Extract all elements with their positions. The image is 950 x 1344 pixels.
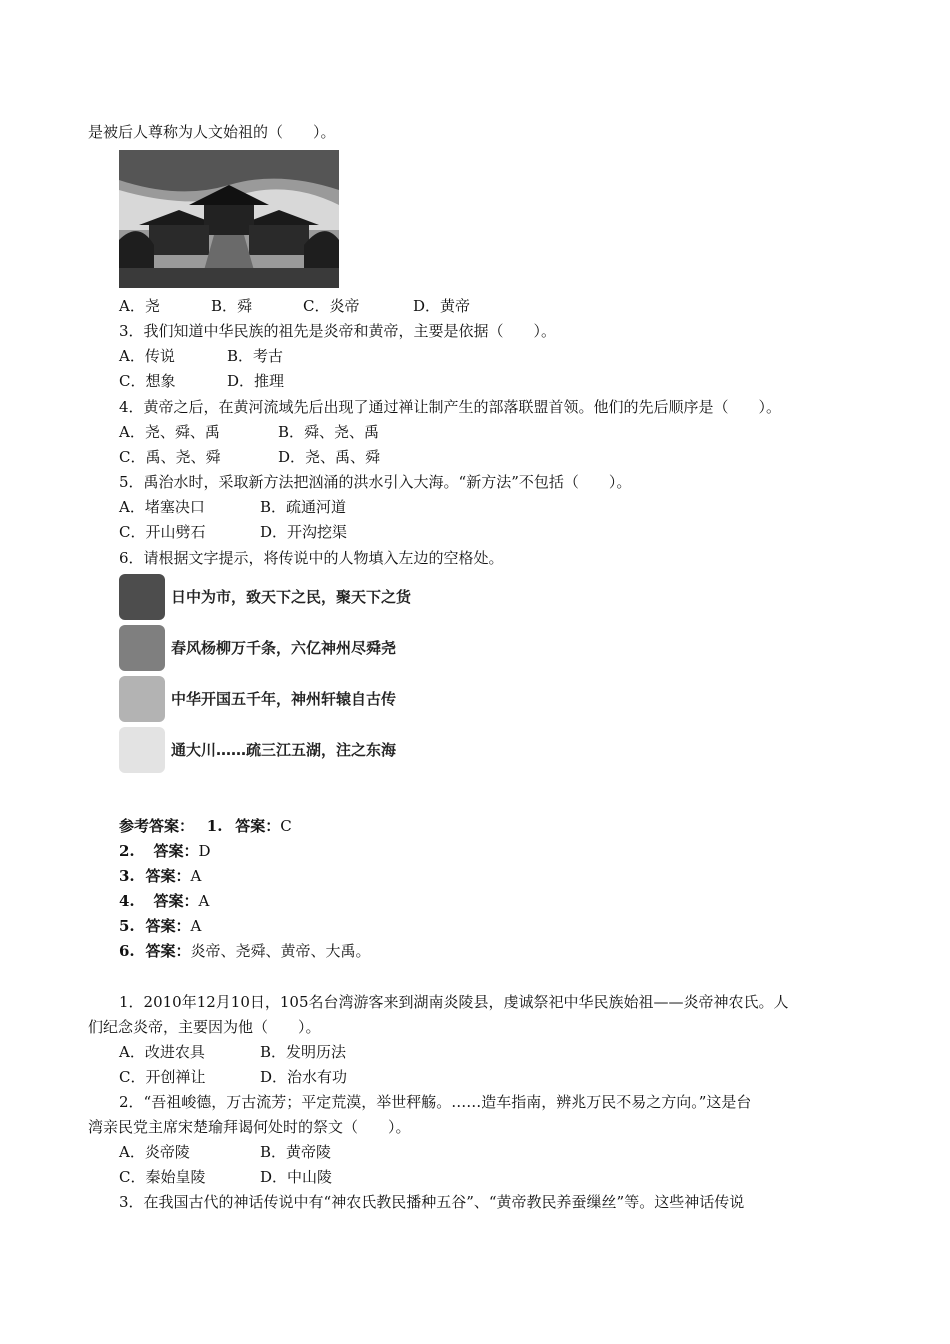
answer-label-4: 答案： — [153, 892, 199, 910]
answer-value-4: A — [198, 892, 210, 910]
p2-q1-option-a: A．改进农具 — [119, 1043, 205, 1061]
p2-q2-option-d: D．中山陵 — [260, 1168, 333, 1186]
p2-q2-option-a: A．炎帝陵 — [119, 1143, 190, 1161]
p2-q1-option-c: C．开创禅让 — [119, 1068, 206, 1086]
q5-option-b: B．疏通河道 — [260, 498, 347, 516]
q2-option-b: B．舜 — [211, 297, 253, 315]
q4-option-c: C．禹、尧、舜 — [119, 448, 221, 466]
answer-num-6: 6. — [119, 942, 135, 960]
q2-option-c: C．炎帝 — [303, 297, 360, 315]
answer-value-3: A — [190, 867, 202, 885]
p2-q2-line2: 湾亲民党主席宋楚瑜拜谒何处时的祭文（ ）。 — [88, 1118, 411, 1136]
answer-num-4: 4. — [119, 892, 135, 910]
pavilion-photo — [119, 150, 339, 288]
q2-option-a: A．尧 — [119, 297, 160, 315]
answer-line-5 — [119, 916, 201, 936]
answer-value-5: A — [190, 917, 202, 935]
q4-stem: 4．黄帝之后，在黄河流域先后出现了通过禅让制产生的部落联盟首领。他们的先后顺序是（ ）。 — [119, 398, 782, 416]
q3-option-d: D．推理 — [227, 372, 285, 390]
answer-num-1: 1. — [206, 817, 223, 835]
answer-blank-box-1 — [119, 574, 165, 620]
p2-q2-line1: 2．“吾祖峻德，万古流芳；平定荒漠，举世秤觞。……造车指南，辨兆万民不易之方向。”这是台 — [119, 1093, 752, 1111]
q5-stem: 5．禹治水时，采取新方法把汹涌的洪水引入大海。“新方法”不包括（ ）。 — [119, 473, 632, 491]
answer-line-1 — [119, 816, 292, 836]
p2-q1-line1: 1．2010年12月10日，105名台湾游客来到湖南炎陵县，虔诚祭祀中华民族始祖——炎帝神农氏。人 — [119, 993, 789, 1011]
clue-text-3: 中华开国五千年，神州轩辕自古传 — [171, 690, 397, 708]
answer-num-5: 5. — [119, 917, 135, 935]
q6-stem: 6．请根据文字提示，将传说中的人物填入左边的空格处。 — [119, 549, 504, 567]
q4-option-b: B．舜、尧、禹 — [278, 423, 380, 441]
p2-q2-option-b: B．黄帝陵 — [260, 1143, 332, 1161]
clue-text-4: 通大川……疏三江五湖，注之东海 — [171, 741, 397, 759]
q3-option-c: C．想象 — [119, 372, 176, 390]
answer-value-6: 炎帝、尧舜、黄帝、大禹。 — [190, 942, 371, 960]
clue-text-1: 日中为市，致天下之民，聚天下之货 — [171, 588, 412, 606]
q4-option-a: A．尧、舜、禹 — [119, 423, 220, 441]
q5-option-a: A．堵塞决口 — [119, 498, 205, 516]
clue-text-2: 春风杨柳万千条，六亿神州尽舜尧 — [171, 639, 397, 657]
q3-option-b: B．考古 — [227, 347, 284, 365]
q3-option-a: A．传说 — [119, 347, 175, 365]
answer-line-4 — [119, 891, 209, 911]
answer-label-1: 答案： — [235, 817, 281, 835]
answer-value-1: C — [280, 817, 292, 835]
p2-q1-option-d: D．治水有功 — [260, 1068, 348, 1086]
q5-option-d: D．开沟挖渠 — [260, 523, 348, 541]
p2-q3-line1: 3．在我国古代的神话传说中有“神农氏教民播种五谷”、“黄帝教民养蚕缫丝”等。这些神话传说 — [119, 1193, 745, 1211]
answer-num-2: 2. — [119, 842, 135, 860]
answer-line-3 — [119, 866, 201, 886]
answer-blank-box-2 — [119, 625, 165, 671]
answers-heading: 参考答案： — [119, 817, 195, 835]
answer-label-5: 答案： — [145, 917, 191, 935]
answer-label-6: 答案： — [145, 942, 191, 960]
p2-q2-option-c: C．秦始皇陵 — [119, 1168, 206, 1186]
q2-option-d: D．黄帝 — [413, 297, 471, 315]
answer-blank-box-4 — [119, 727, 165, 773]
answer-line-6 — [119, 941, 370, 961]
answer-line-2 — [119, 841, 211, 861]
answer-label-2: 答案： — [153, 842, 199, 860]
question-intro: 是被后人尊称为人文始祖的（ ）。 — [88, 123, 336, 141]
q4-option-d: D．尧、禹、舜 — [278, 448, 381, 466]
q3-stem: 3．我们知道中华民族的祖先是炎帝和黄帝，主要是依据（ ）。 — [119, 322, 557, 340]
answer-blank-box-3 — [119, 676, 165, 722]
answer-label-3: 答案： — [145, 867, 191, 885]
p2-q1-line2: 们纪念炎帝，主要因为他（ ）。 — [88, 1018, 321, 1036]
answer-num-3: 3. — [119, 867, 135, 885]
q5-option-c: C．开山劈石 — [119, 523, 206, 541]
answer-value-2: D — [198, 842, 211, 860]
p2-q1-option-b: B．发明历法 — [260, 1043, 347, 1061]
